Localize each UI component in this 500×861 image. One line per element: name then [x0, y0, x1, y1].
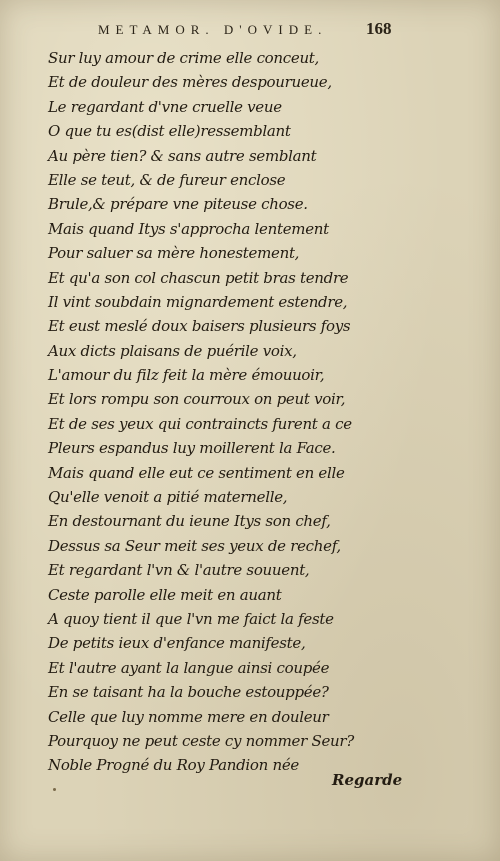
- verse-line: Et l'autre ayant la langue ainsi coupée: [48, 658, 330, 677]
- verse-line: Et eust meslé doux baisers plusieurs foys: [48, 317, 351, 336]
- verse-line: Pourquoy ne peut ceste cy nommer Seur?: [48, 731, 354, 750]
- catchword: Regarde: [332, 771, 403, 789]
- verse-line: Il vint soubdain mignardement estendre,: [48, 292, 348, 311]
- verse-line: Et lors rompu son courroux on peut voir,: [48, 390, 346, 409]
- verse-line: Et regardant l'vn & l'autre souuent,: [48, 561, 310, 580]
- verse-line: O que tu es(dist elle)ressemblant: [48, 122, 291, 141]
- verse-line: De petits ieux d'enfance manifeste,: [48, 634, 306, 653]
- verse-line: Et de douleur des mères despourueue,: [48, 73, 332, 92]
- verse-line: En se taisant ha la bouche estouppée?: [48, 683, 329, 702]
- verse-line: Ceste parolle elle meit en auant: [48, 585, 282, 604]
- running-title: METAMOR. D'OVIDE.: [98, 22, 328, 37]
- verse-line: Brule,& prépare vne piteuse chose.: [48, 195, 308, 214]
- verse-line: A quoy tient il que l'vn me faict la feste: [48, 609, 334, 628]
- verse-line: Pleurs espandus luy moillerent la Face.: [48, 439, 336, 458]
- page-number: 168: [366, 19, 392, 38]
- verse-line: Dessus sa Seur meit ses yeux de rechef,: [48, 536, 341, 555]
- verse-line: Mais quand Itys s'approcha lentement: [48, 219, 329, 238]
- verse-line: Le regardant d'vne cruelle veue: [48, 97, 282, 116]
- verse-line: L'amour du filz feit la mère émouuoir,: [48, 366, 325, 385]
- verse-line: Et de ses yeux qui contraincts furent a ce: [48, 414, 352, 433]
- verse-line: En destournant du ieune Itys son chef,: [48, 512, 331, 531]
- verse-line: Aux dicts plaisans de puérile voix,: [48, 341, 297, 360]
- verse-line: Au père tien? & sans autre semblant: [48, 146, 317, 165]
- verse-line: Celle que luy nomme mere en douleur: [48, 707, 329, 726]
- verse-line: Mais quand elle eut ce sentiment en elle: [48, 463, 345, 482]
- verse-line: Sur luy amour de crime elle conceut,: [48, 49, 319, 67]
- ink-speck: [53, 788, 56, 791]
- verse-list: [48, 46, 368, 778]
- verse-line: Pour saluer sa mère honestement,: [48, 244, 300, 263]
- verse-line: Et qu'a son col chascun petit bras tendre: [48, 268, 349, 287]
- verse-line: Qu'elle venoit a pitié maternelle,: [48, 488, 288, 507]
- verse-line: Elle se teut, & de fureur enclose: [48, 170, 286, 189]
- verse-line: Noble Progné du Roy Pandion née: [48, 756, 299, 775]
